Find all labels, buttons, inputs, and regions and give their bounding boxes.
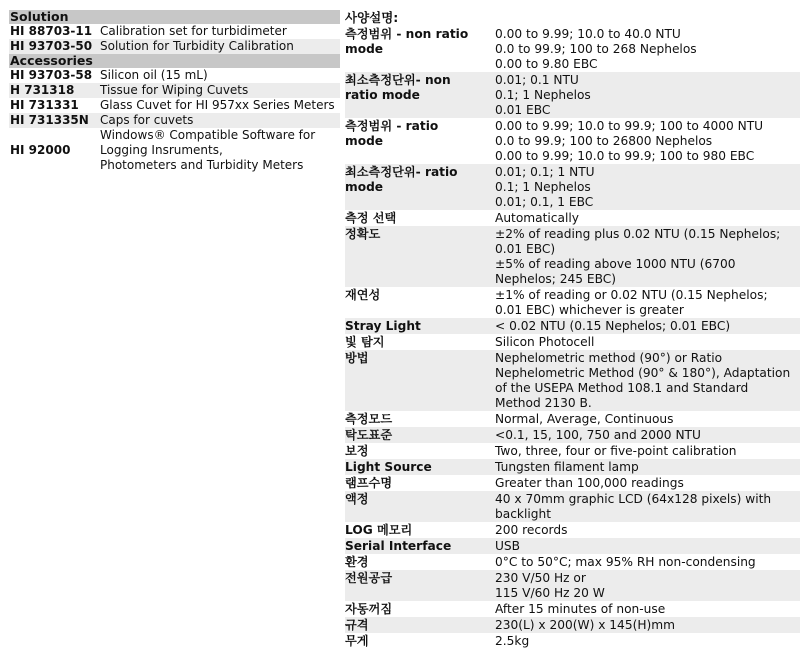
spec-label-line: 측정범위 - non ratio: [345, 27, 469, 41]
spec-label: [345, 72, 495, 118]
spec-row: [345, 633, 800, 649]
spec-value-line: Two, three, four or five-point calibration: [495, 444, 737, 458]
spec-label: [345, 334, 495, 350]
spec-label: [345, 601, 495, 617]
accessory-row: [9, 113, 340, 128]
spec-row: [345, 411, 800, 427]
description-line: Glass Cuvet for HI 957xx Series Meters: [100, 98, 335, 112]
product-description: [100, 113, 340, 128]
spec-value: [495, 491, 800, 522]
spec-label: [345, 459, 495, 475]
spec-row: [345, 334, 800, 350]
spec-row: [345, 459, 800, 475]
product-code: HI 88703-11: [10, 24, 93, 38]
spec-value-line: 0.0 to 99.9; 100 to 268 Nephelos: [495, 42, 697, 56]
accessory-row: [9, 83, 340, 98]
spec-row: [345, 210, 800, 226]
spec-value-line: Method 2130 B.: [495, 396, 592, 410]
spec-value: [495, 570, 800, 601]
spec-value-line: Tungsten filament lamp: [495, 460, 639, 474]
product-description: [100, 83, 340, 98]
spec-value: [495, 210, 800, 226]
spec-value: [495, 522, 800, 538]
spec-value-line: 0.01 EBC) whichever is greater: [495, 303, 684, 317]
description-line: Photometers and Turbidity Meters: [100, 158, 304, 172]
spec-label: [345, 226, 495, 287]
spec-value: [495, 318, 800, 334]
description-line: Silicon oil (15 mL): [100, 68, 208, 82]
spec-value-line: Greater than 100,000 readings: [495, 476, 684, 490]
product-description: [100, 128, 340, 173]
spec-row: [345, 522, 800, 538]
description-line: Logging Insruments,: [100, 143, 223, 157]
spec-row: [345, 443, 800, 459]
spec-value-line: Automatically: [495, 211, 579, 225]
description-line: Solution for Turbidity Calibration: [100, 39, 294, 53]
spec-label: [345, 427, 495, 443]
spec-value-line: 230 V/50 Hz or: [495, 571, 586, 585]
spec-label: [345, 350, 495, 411]
spec-value-line: 0.1; 1 Nephelos: [495, 180, 591, 194]
spec-value: [495, 538, 800, 554]
spec-label: [345, 522, 495, 538]
product-description: [100, 39, 340, 54]
spec-value: [495, 26, 800, 72]
accessory-row: [9, 128, 340, 173]
spec-label: [345, 26, 495, 72]
spec-label-line: Serial Interface: [345, 539, 452, 553]
spec-value: [495, 350, 800, 411]
spec-label: [345, 570, 495, 601]
spec-label-line: ratio mode: [345, 88, 420, 102]
spec-value-line: 230(L) x 200(W) x 145(H)mm: [495, 618, 675, 632]
spec-value-line: After 15 minutes of non-use: [495, 602, 666, 616]
spec-label: [345, 617, 495, 633]
spec-row: [345, 287, 800, 318]
product-description: [100, 68, 340, 83]
specifications-table: [345, 26, 800, 649]
spec-value-line: USB: [495, 539, 521, 553]
spec-value-line: ±2% of reading plus 0.02 NTU (0.15 Nephelos;: [495, 227, 781, 241]
spec-label-line: mode: [345, 134, 384, 148]
spec-label-line: 환경: [345, 555, 369, 569]
accessory-row: [9, 24, 340, 39]
spec-row: [345, 226, 800, 287]
accessories-panel: [9, 10, 340, 173]
spec-value: [495, 72, 800, 118]
spec-value-line: 0.01; 0.1; 1 NTU: [495, 165, 595, 179]
spec-value-line: ±1% of reading or 0.02 NTU (0.15 Nephelos;: [495, 288, 768, 302]
spec-row: [345, 601, 800, 617]
spec-value-line: 0.00 to 9.99; 10.0 to 99.9; 100 to 980 EBC: [495, 149, 755, 163]
accessory-row: [9, 98, 340, 113]
spec-value: [495, 164, 800, 210]
spec-value-line: 40 x 70mm graphic LCD (64x128 pixels) with: [495, 492, 772, 506]
spec-value-line: 0.00 to 9.80 EBC: [495, 57, 598, 71]
spec-value: [495, 226, 800, 287]
spec-value: [495, 554, 800, 570]
spec-label-line: 무게: [345, 634, 369, 648]
spec-label-line: 자동꺼짐: [345, 602, 393, 616]
spec-value-line: Nephelometric Method (90° & 180°), Adaptation: [495, 366, 791, 380]
spec-value-line: Normal, Average, Continuous: [495, 412, 674, 426]
product-description: [100, 24, 340, 39]
spec-label: [345, 554, 495, 570]
product-description: [100, 98, 340, 113]
spec-row: [345, 350, 800, 411]
spec-value-line: 0.01 EBC: [495, 103, 551, 117]
spec-value-line: < 0.02 NTU (0.15 Nephelos; 0.01 EBC): [495, 319, 731, 333]
accessories-heading: Accessories: [9, 54, 340, 68]
spec-row: [345, 475, 800, 491]
accessories-list: [9, 68, 340, 173]
spec-label: [345, 538, 495, 554]
spec-label-line: 정확도: [345, 227, 381, 241]
accessory-row: [9, 39, 340, 54]
spec-label-line: 측정모드: [345, 412, 393, 426]
spec-value-line: 0.00 to 9.99; 10.0 to 40.0 NTU: [495, 27, 681, 41]
spec-label: [345, 318, 495, 334]
product-code: HI 93703-50: [10, 39, 93, 53]
spec-value: [495, 118, 800, 164]
spec-label-line: LOG 메모리: [345, 523, 413, 537]
spec-label-line: 최소측정단위- ratio: [345, 165, 458, 179]
spec-row: [345, 164, 800, 210]
solution-list: [9, 24, 340, 54]
spec-value-line: 0.01 EBC): [495, 242, 556, 256]
spec-value-line: 0.01; 0.1, 1 EBC: [495, 195, 594, 209]
spec-label: [345, 118, 495, 164]
spec-value-line: 0°C to 50°C; max 95% RH non-condensing: [495, 555, 756, 569]
spec-label-line: 최소측정단위- non: [345, 73, 451, 87]
spec-value-line: 0.00 to 9.99; 10.0 to 99.9; 100 to 4000 NTU: [495, 119, 764, 133]
product-code: HI 92000: [10, 143, 71, 157]
spec-value: [495, 443, 800, 459]
spec-value-line: 0.0 to 99.9; 100 to 26800 Nephelos: [495, 134, 713, 148]
spec-row: [345, 491, 800, 522]
accessory-row: [9, 68, 340, 83]
spec-row: [345, 72, 800, 118]
specifications-panel: [345, 10, 800, 649]
spec-label-line: 측정 선택: [345, 211, 397, 225]
spec-value: [495, 633, 800, 649]
spec-row: [345, 318, 800, 334]
spec-label: [345, 443, 495, 459]
spec-value-line: <0.1, 15, 100, 750 and 2000 NTU: [495, 428, 701, 442]
spec-row: [345, 427, 800, 443]
spec-row: [345, 570, 800, 601]
spec-value: [495, 459, 800, 475]
spec-label-line: 램프수명: [345, 476, 393, 490]
spec-value: [495, 475, 800, 491]
spec-row: [345, 538, 800, 554]
spec-value-line: 0.01; 0.1 NTU: [495, 73, 579, 87]
spec-label-line: Light Source: [345, 460, 432, 474]
description-line: Tissue for Wiping Cuvets: [100, 83, 249, 97]
spec-value-line: 200 records: [495, 523, 568, 537]
spec-value-line: Nephelos; 245 EBC): [495, 272, 616, 286]
spec-label: [345, 411, 495, 427]
spec-label: [345, 210, 495, 226]
spec-label-line: 방법: [345, 351, 369, 365]
spec-label-line: 빛 탐지: [345, 335, 385, 349]
product-code: HI 731331: [10, 98, 79, 112]
specifications-title: 사양설명:: [345, 10, 399, 25]
spec-label-line: mode: [345, 42, 384, 56]
spec-label-line: 탁도표준: [345, 428, 393, 442]
solution-heading: Solution: [9, 10, 340, 24]
description-line: Windows® Compatible Software for: [100, 128, 316, 142]
spec-label: [345, 287, 495, 318]
spec-label: [345, 491, 495, 522]
spec-value: [495, 427, 800, 443]
spec-label-line: 보정: [345, 444, 369, 458]
spec-value-line: ±5% of reading above 1000 NTU (6700: [495, 257, 736, 271]
spec-value: [495, 334, 800, 350]
spec-label-line: 액정: [345, 492, 369, 506]
spec-value: [495, 601, 800, 617]
spec-label-line: 측정범위 - ratio: [345, 119, 439, 133]
spec-label: [345, 164, 495, 210]
spec-value: [495, 411, 800, 427]
spec-label-line: 전원공급: [345, 571, 393, 585]
spec-label-line: 규격: [345, 618, 369, 632]
spec-value: [495, 287, 800, 318]
product-code: H 731318: [10, 83, 75, 97]
product-code: HI 93703-58: [10, 68, 93, 82]
spec-label-line: Stray Light: [345, 319, 421, 333]
spec-label-line: mode: [345, 180, 384, 194]
spec-row: [345, 118, 800, 164]
spec-label: [345, 633, 495, 649]
spec-value: [495, 617, 800, 633]
spec-row: [345, 617, 800, 633]
spec-value-line: Silicon Photocell: [495, 335, 595, 349]
spec-value-line: 0.1; 1 Nephelos: [495, 88, 591, 102]
spec-value-line: backlight: [495, 507, 551, 521]
spec-label: [345, 475, 495, 491]
spec-row: [345, 554, 800, 570]
description-line: Calibration set for turbidimeter: [100, 24, 287, 38]
description-line: Caps for cuvets: [100, 113, 194, 127]
spec-value-line: 2.5kg: [495, 634, 530, 648]
product-code: HI 731335N: [10, 113, 89, 127]
spec-value-line: 115 V/60 Hz 20 W: [495, 586, 605, 600]
spec-value-line: of the USEPA Method 108.1 and Standard: [495, 381, 749, 395]
spec-value-line: Nephelometric method (90°) or Ratio: [495, 351, 723, 365]
spec-row: [345, 26, 800, 72]
spec-label-line: 재연성: [345, 288, 381, 302]
